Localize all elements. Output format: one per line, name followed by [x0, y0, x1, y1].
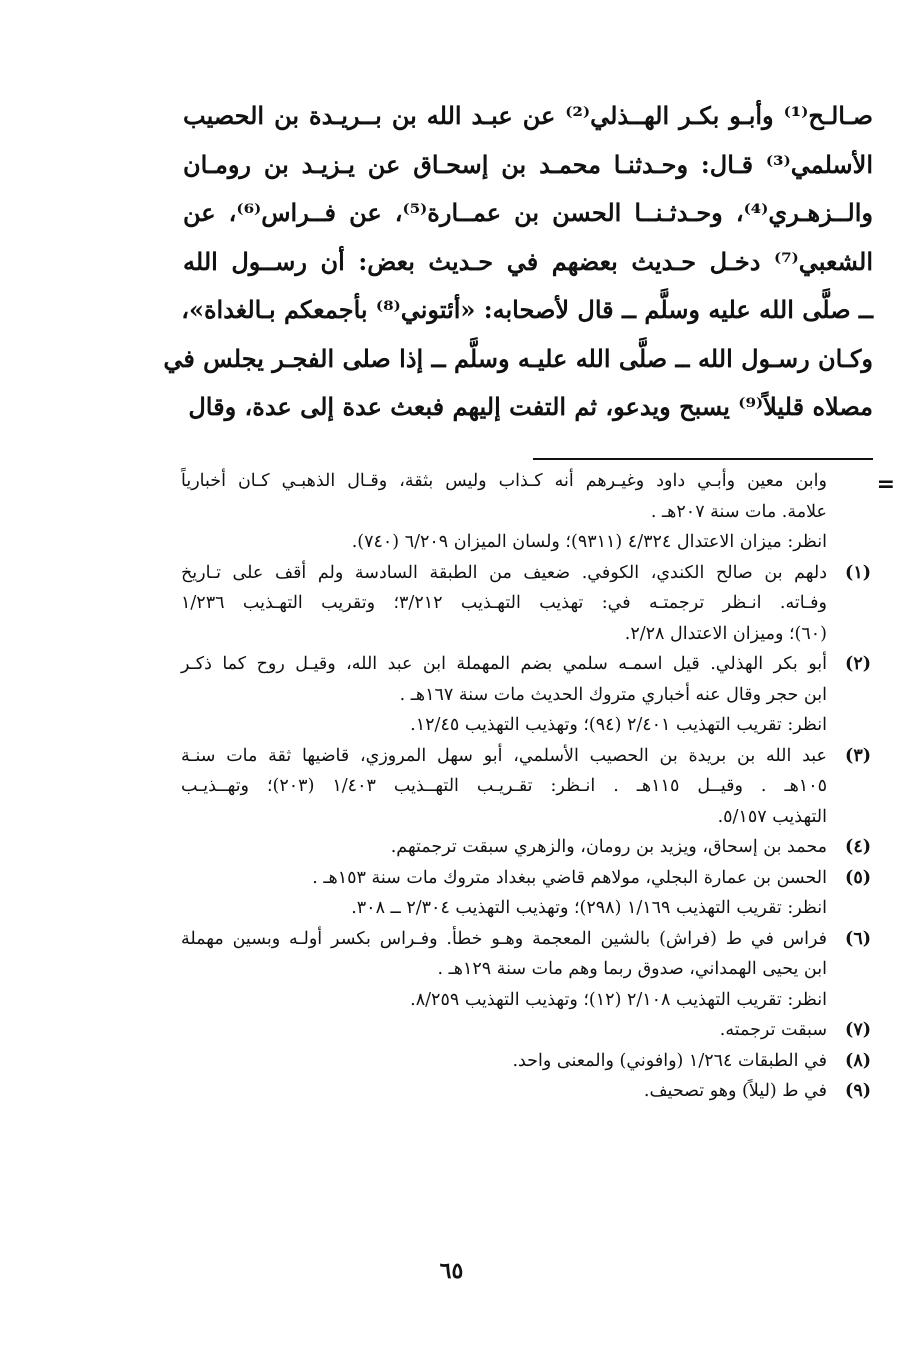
footnote-line: الحسن بن عمارة البجلي، مولاهم قاضي ببغداد متروك مات سنة ١٥٣هـ .	[312, 867, 827, 888]
footnote-line: دلهم بن صالح الكندي، الكوفي. ضعيف من الطبقة السادسة ولم أقف على تـاريخ	[181, 562, 827, 583]
main-text-line: وكـان رسـول الله ــ صلَّى الله عليـه وسلَّم ــ إذا صلى الفجـر يجلس في	[163, 343, 873, 373]
footnote-line: أبو بكر الهذلي. قيل اسمـه سلمي بضم المهملة ابن عبد الله، وقيـل روح كما ذكـر	[181, 654, 827, 674]
footnote-line: وفـاته. انـظر ترجمتـه في: تهذيب التهـذيب ٣/٢١٢؛ وتقريب التهـذيب ١/٢٣٦	[181, 593, 828, 613]
footnote-separator-rule	[533, 458, 873, 460]
footnote-body	[181, 741, 827, 833]
footnote-continuation	[181, 466, 871, 558]
footnote-line: فراس في ط (فراش) بالشين المعجمة وهـو خطأ. وفـراس بكسر أولـه وبسين مهملة	[181, 928, 827, 949]
main-text	[163, 92, 874, 432]
footnote-body	[181, 649, 827, 741]
footnote-line: التهذيب ٥/١٥٧.	[717, 806, 827, 827]
footnote-continuation-mark: =	[876, 472, 895, 497]
footnote-reference: انظر: تقريب التهذيب ٢/١٠٨ (١٢)؛ وتهذيب التهذيب ٨/٢٥٩.	[410, 989, 827, 1010]
footnote-line: ابن يحيى الهمداني، صدوق ربما وهم مات سنة ١٢٩هـ .	[437, 959, 827, 979]
footnote-4	[181, 832, 871, 863]
main-text-line: الأسلمي⁽³⁾ قـال: وحـدثنـا محمـد بن إسحـاق عن يـزيـد بن رومـان	[183, 149, 873, 179]
page-number: ٦٥	[439, 1258, 464, 1284]
footnote-9	[181, 1076, 871, 1107]
footnote-number: (٧)	[845, 1020, 871, 1040]
footnote-body	[181, 1046, 827, 1077]
main-text-line: صـالـح⁽¹⁾ وأبـو بكـر الهــذلي⁽²⁾ عن عبـد الله بن بــريـدة بن الحصيب	[183, 101, 873, 130]
footnote-body	[181, 924, 827, 1016]
footnote-7	[181, 1015, 871, 1046]
footnote-line: ١٠٥هـ . وقيــل ١١٥هـ . انـظر: تقـريـب التهــذيب ١/٤٠٣ (٢٠٣)؛ وتهــذيـب	[181, 776, 827, 796]
footnote-number: (٦)	[845, 928, 871, 949]
footnote-5	[181, 863, 871, 924]
footnote-body	[181, 558, 827, 650]
footnote-line: عبد الله بن بريدة بن الحصيب الأسلمي، أبو سهل المروزي، قاضيها ثقة مات سنـة	[181, 745, 827, 766]
footnote-line: محمد بن إسحاق، ويزيد بن رومان، والزهري سبقت ترجمتهم.	[390, 837, 827, 857]
footnote-line: في ط (ليلاً) وهو تصحيف.	[643, 1081, 827, 1101]
footnote-number: (١)	[845, 562, 871, 583]
footnote-body	[181, 1015, 827, 1046]
footnote-line: وابن معين وأبـي داود وغيـرهم أنه كـذاب وليس بثقة، وقـال الذهبـي كـان أخبارياً	[181, 471, 827, 491]
main-text-line: ــ صلَّى الله عليه وسلَّم ــ قال لأصحابه: «أئتوني⁽⁸⁾ بأجمعكم بـالغداة»،	[181, 295, 873, 324]
footnote-number: (٩)	[845, 1081, 871, 1101]
footnote-number: (٢)	[845, 654, 871, 674]
footnote-2	[181, 649, 871, 741]
footnote-8	[181, 1046, 871, 1077]
footnote-line: سبقت ترجمته.	[719, 1020, 827, 1040]
footnote-body	[181, 1076, 827, 1107]
footnote-line: علامة. مات سنة ٢٠٧هـ .	[650, 501, 827, 522]
footnote-3	[181, 741, 871, 833]
footnote-1	[181, 558, 871, 650]
main-text-line: الشعبي⁽⁷⁾ دخـل حـديث بعضهم في حـديث بعض: أن رســول الله	[183, 246, 873, 276]
footnotes	[181, 466, 871, 1107]
footnote-body	[181, 863, 827, 924]
footnote-reference: انظر: تقريب التهذيب ٢/٤٠١ (٩٤)؛ وتهذيب التهذيب ١٢/٤٥.	[410, 715, 827, 735]
footnote-reference: انظر: تقريب التهذيب ١/١٦٩ (٢٩٨)؛ وتهذيب التهذيب ٢/٣٠٤ ــ ٣٠٨.	[351, 898, 827, 918]
footnote-number: (٥)	[845, 867, 871, 888]
footnote-line: (٦٠)؛ وميزان الاعتدال ٢/٢٨.	[624, 623, 827, 644]
footnote-6	[181, 924, 871, 1016]
footnote-number: (٤)	[845, 837, 871, 857]
footnote-number: (٣)	[845, 745, 871, 766]
footnote-number: (٨)	[845, 1050, 871, 1071]
footnote-line: ابن حجر وقال عنه أخباري متروك الحديث مات سنة ١٦٧هـ .	[399, 684, 827, 705]
main-text-line: مصلاه قليلاً⁽⁹⁾ يسبح ويدعو، ثم التفت إليهم فبعث عدة إلى عدة، وقال	[188, 392, 873, 421]
footnote-line: في الطبقات ١/٢٦٤ (وافوني) والمعنى واحد.	[512, 1050, 827, 1071]
footnote-reference: انظر: ميزان الاعتدال ٤/٣٢٤ (٩٣١١)؛ ولسان الميزان ٦/٢٠٩ (٧٤٠).	[351, 532, 827, 552]
main-text-line: والــزهـري⁽⁴⁾، وحـدثـنــا الحسن بن عمــارة⁽⁵⁾، عن فــراس⁽⁶⁾، عن	[183, 198, 874, 227]
footnote-body	[181, 832, 827, 863]
